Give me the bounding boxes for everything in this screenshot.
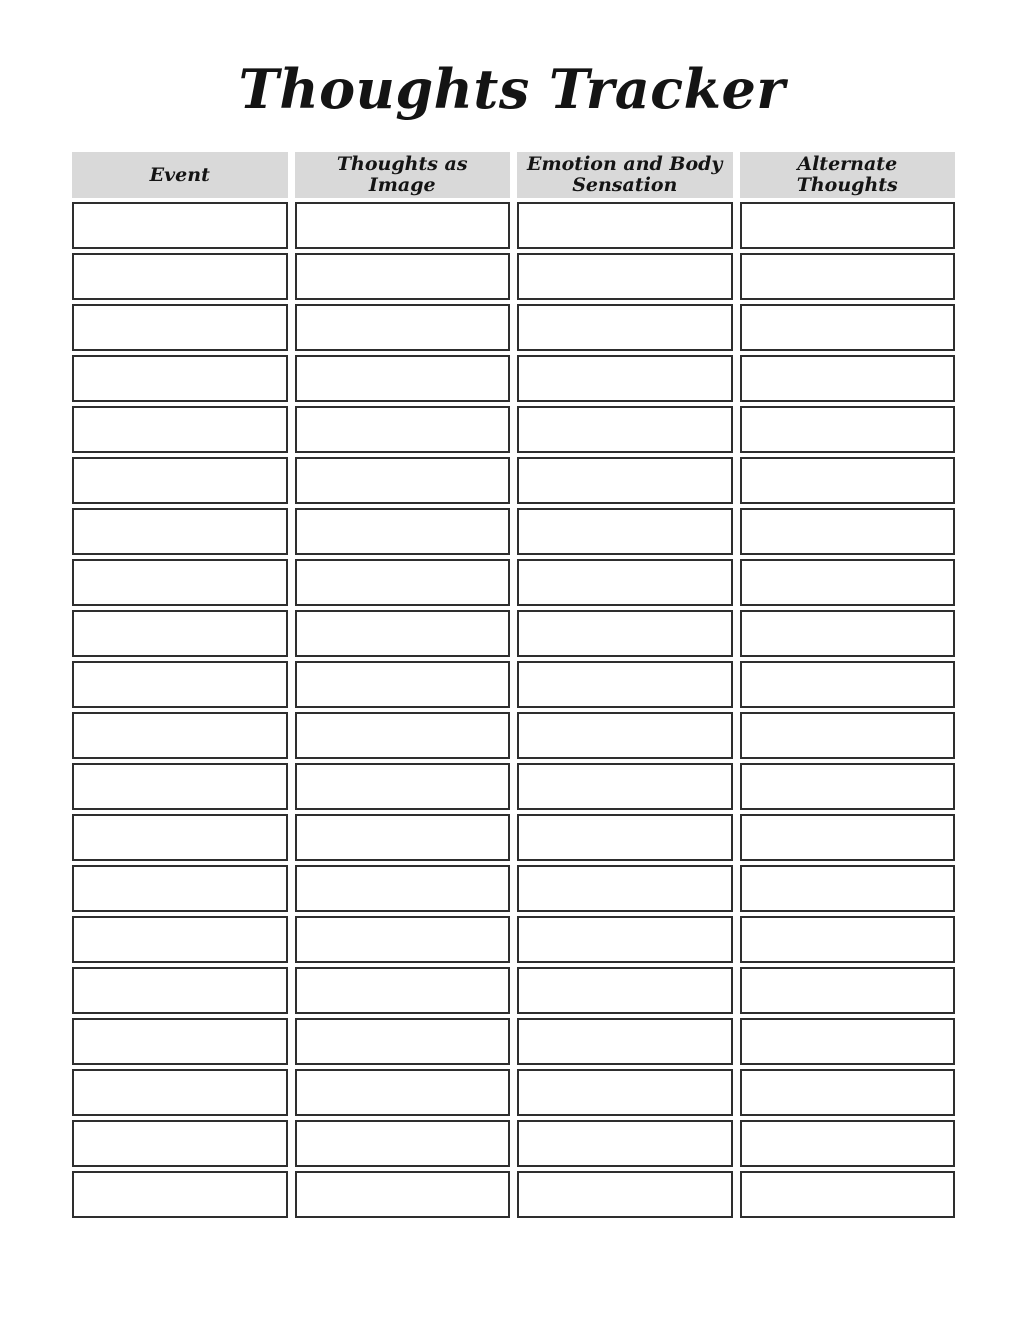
emotion-and-body-sensation-cell[interactable] — [517, 916, 733, 963]
event-cell[interactable] — [72, 865, 288, 912]
column-header-emotion-and-body-sensation: Emotion and Body Sensation — [517, 152, 733, 198]
thoughts-as-image-cell[interactable] — [295, 508, 511, 555]
emotion-and-body-sensation-cell[interactable] — [517, 1069, 733, 1116]
emotion-and-body-sensation-cell[interactable] — [517, 253, 733, 300]
page-title: Thoughts Tracker — [238, 57, 786, 121]
column-header-alternate-thoughts: Alternate Thoughts — [740, 152, 956, 198]
alternate-thoughts-cell[interactable] — [740, 610, 956, 657]
event-cell[interactable] — [72, 1120, 288, 1167]
event-cell[interactable] — [72, 610, 288, 657]
thoughts-as-image-cell[interactable] — [295, 763, 511, 810]
thoughts-as-image-cell[interactable] — [295, 865, 511, 912]
event-cell[interactable] — [72, 457, 288, 504]
thoughts-as-image-cell[interactable] — [295, 610, 511, 657]
alternate-thoughts-cell[interactable] — [740, 1171, 956, 1218]
alternate-thoughts-cell[interactable] — [740, 508, 956, 555]
event-cell[interactable] — [72, 763, 288, 810]
table-row — [72, 508, 955, 555]
table-row — [72, 202, 955, 249]
event-cell[interactable] — [72, 355, 288, 402]
emotion-and-body-sensation-cell[interactable] — [517, 508, 733, 555]
event-cell[interactable] — [72, 559, 288, 606]
table-body — [72, 202, 955, 1218]
alternate-thoughts-cell[interactable] — [740, 355, 956, 402]
table-row — [72, 763, 955, 810]
emotion-and-body-sensation-cell[interactable] — [517, 457, 733, 504]
alternate-thoughts-cell[interactable] — [740, 559, 956, 606]
emotion-and-body-sensation-cell[interactable] — [517, 865, 733, 912]
thoughts-as-image-cell[interactable] — [295, 1171, 511, 1218]
thoughts-as-image-cell[interactable] — [295, 661, 511, 708]
table-row — [72, 916, 955, 963]
event-cell[interactable] — [72, 814, 288, 861]
table-header-row — [72, 152, 955, 198]
alternate-thoughts-cell[interactable] — [740, 1069, 956, 1116]
emotion-and-body-sensation-cell[interactable] — [517, 559, 733, 606]
emotion-and-body-sensation-cell[interactable] — [517, 712, 733, 759]
table-row — [72, 457, 955, 504]
column-header-thoughts-as-image: Thoughts as Image — [295, 152, 511, 198]
table-row — [72, 1120, 955, 1167]
table-row — [72, 1069, 955, 1116]
table-row — [72, 814, 955, 861]
thoughts-as-image-cell[interactable] — [295, 916, 511, 963]
alternate-thoughts-cell[interactable] — [740, 1120, 956, 1167]
event-cell[interactable] — [72, 1018, 288, 1065]
emotion-and-body-sensation-cell[interactable] — [517, 1171, 733, 1218]
thoughts-tracker-table — [72, 152, 955, 1222]
alternate-thoughts-cell[interactable] — [740, 916, 956, 963]
alternate-thoughts-cell[interactable] — [740, 712, 956, 759]
thoughts-as-image-cell[interactable] — [295, 457, 511, 504]
emotion-and-body-sensation-cell[interactable] — [517, 355, 733, 402]
event-cell[interactable] — [72, 406, 288, 453]
table-row — [72, 304, 955, 351]
emotion-and-body-sensation-cell[interactable] — [517, 202, 733, 249]
event-cell[interactable] — [72, 253, 288, 300]
event-cell[interactable] — [72, 1069, 288, 1116]
table-row — [72, 406, 955, 453]
event-cell[interactable] — [72, 304, 288, 351]
thoughts-as-image-cell[interactable] — [295, 712, 511, 759]
event-cell[interactable] — [72, 661, 288, 708]
emotion-and-body-sensation-cell[interactable] — [517, 1018, 733, 1065]
table-row — [72, 661, 955, 708]
alternate-thoughts-cell[interactable] — [740, 661, 956, 708]
event-cell[interactable] — [72, 712, 288, 759]
emotion-and-body-sensation-cell[interactable] — [517, 763, 733, 810]
alternate-thoughts-cell[interactable] — [740, 763, 956, 810]
table-row — [72, 253, 955, 300]
thoughts-as-image-cell[interactable] — [295, 559, 511, 606]
emotion-and-body-sensation-cell[interactable] — [517, 406, 733, 453]
event-cell[interactable] — [72, 967, 288, 1014]
table-row — [72, 355, 955, 402]
thoughts-as-image-cell[interactable] — [295, 355, 511, 402]
table-row — [72, 967, 955, 1014]
alternate-thoughts-cell[interactable] — [740, 814, 956, 861]
alternate-thoughts-cell[interactable] — [740, 253, 956, 300]
emotion-and-body-sensation-cell[interactable] — [517, 967, 733, 1014]
alternate-thoughts-cell[interactable] — [740, 406, 956, 453]
emotion-and-body-sensation-cell[interactable] — [517, 304, 733, 351]
thoughts-as-image-cell[interactable] — [295, 1120, 511, 1167]
alternate-thoughts-cell[interactable] — [740, 457, 956, 504]
table-row — [72, 559, 955, 606]
alternate-thoughts-cell[interactable] — [740, 1018, 956, 1065]
event-cell[interactable] — [72, 508, 288, 555]
column-header-event: Event — [72, 152, 288, 198]
table-row — [72, 610, 955, 657]
table-row — [72, 865, 955, 912]
event-cell[interactable] — [72, 916, 288, 963]
thoughts-as-image-cell[interactable] — [295, 202, 511, 249]
thoughts-as-image-cell[interactable] — [295, 304, 511, 351]
alternate-thoughts-cell[interactable] — [740, 304, 956, 351]
emotion-and-body-sensation-cell[interactable] — [517, 1120, 733, 1167]
thoughts-as-image-cell[interactable] — [295, 814, 511, 861]
emotion-and-body-sensation-cell[interactable] — [517, 814, 733, 861]
event-cell[interactable] — [72, 202, 288, 249]
table-row — [72, 1018, 955, 1065]
thoughts-as-image-cell[interactable] — [295, 406, 511, 453]
thoughts-as-image-cell[interactable] — [295, 253, 511, 300]
emotion-and-body-sensation-cell[interactable] — [517, 661, 733, 708]
alternate-thoughts-cell[interactable] — [740, 202, 956, 249]
thoughts-as-image-cell[interactable] — [295, 967, 511, 1014]
alternate-thoughts-cell[interactable] — [740, 865, 956, 912]
table-row — [72, 712, 955, 759]
emotion-and-body-sensation-cell[interactable] — [517, 610, 733, 657]
thoughts-as-image-cell[interactable] — [295, 1018, 511, 1065]
thoughts-as-image-cell[interactable] — [295, 1069, 511, 1116]
alternate-thoughts-cell[interactable] — [740, 967, 956, 1014]
table-row — [72, 1171, 955, 1218]
event-cell[interactable] — [72, 1171, 288, 1218]
